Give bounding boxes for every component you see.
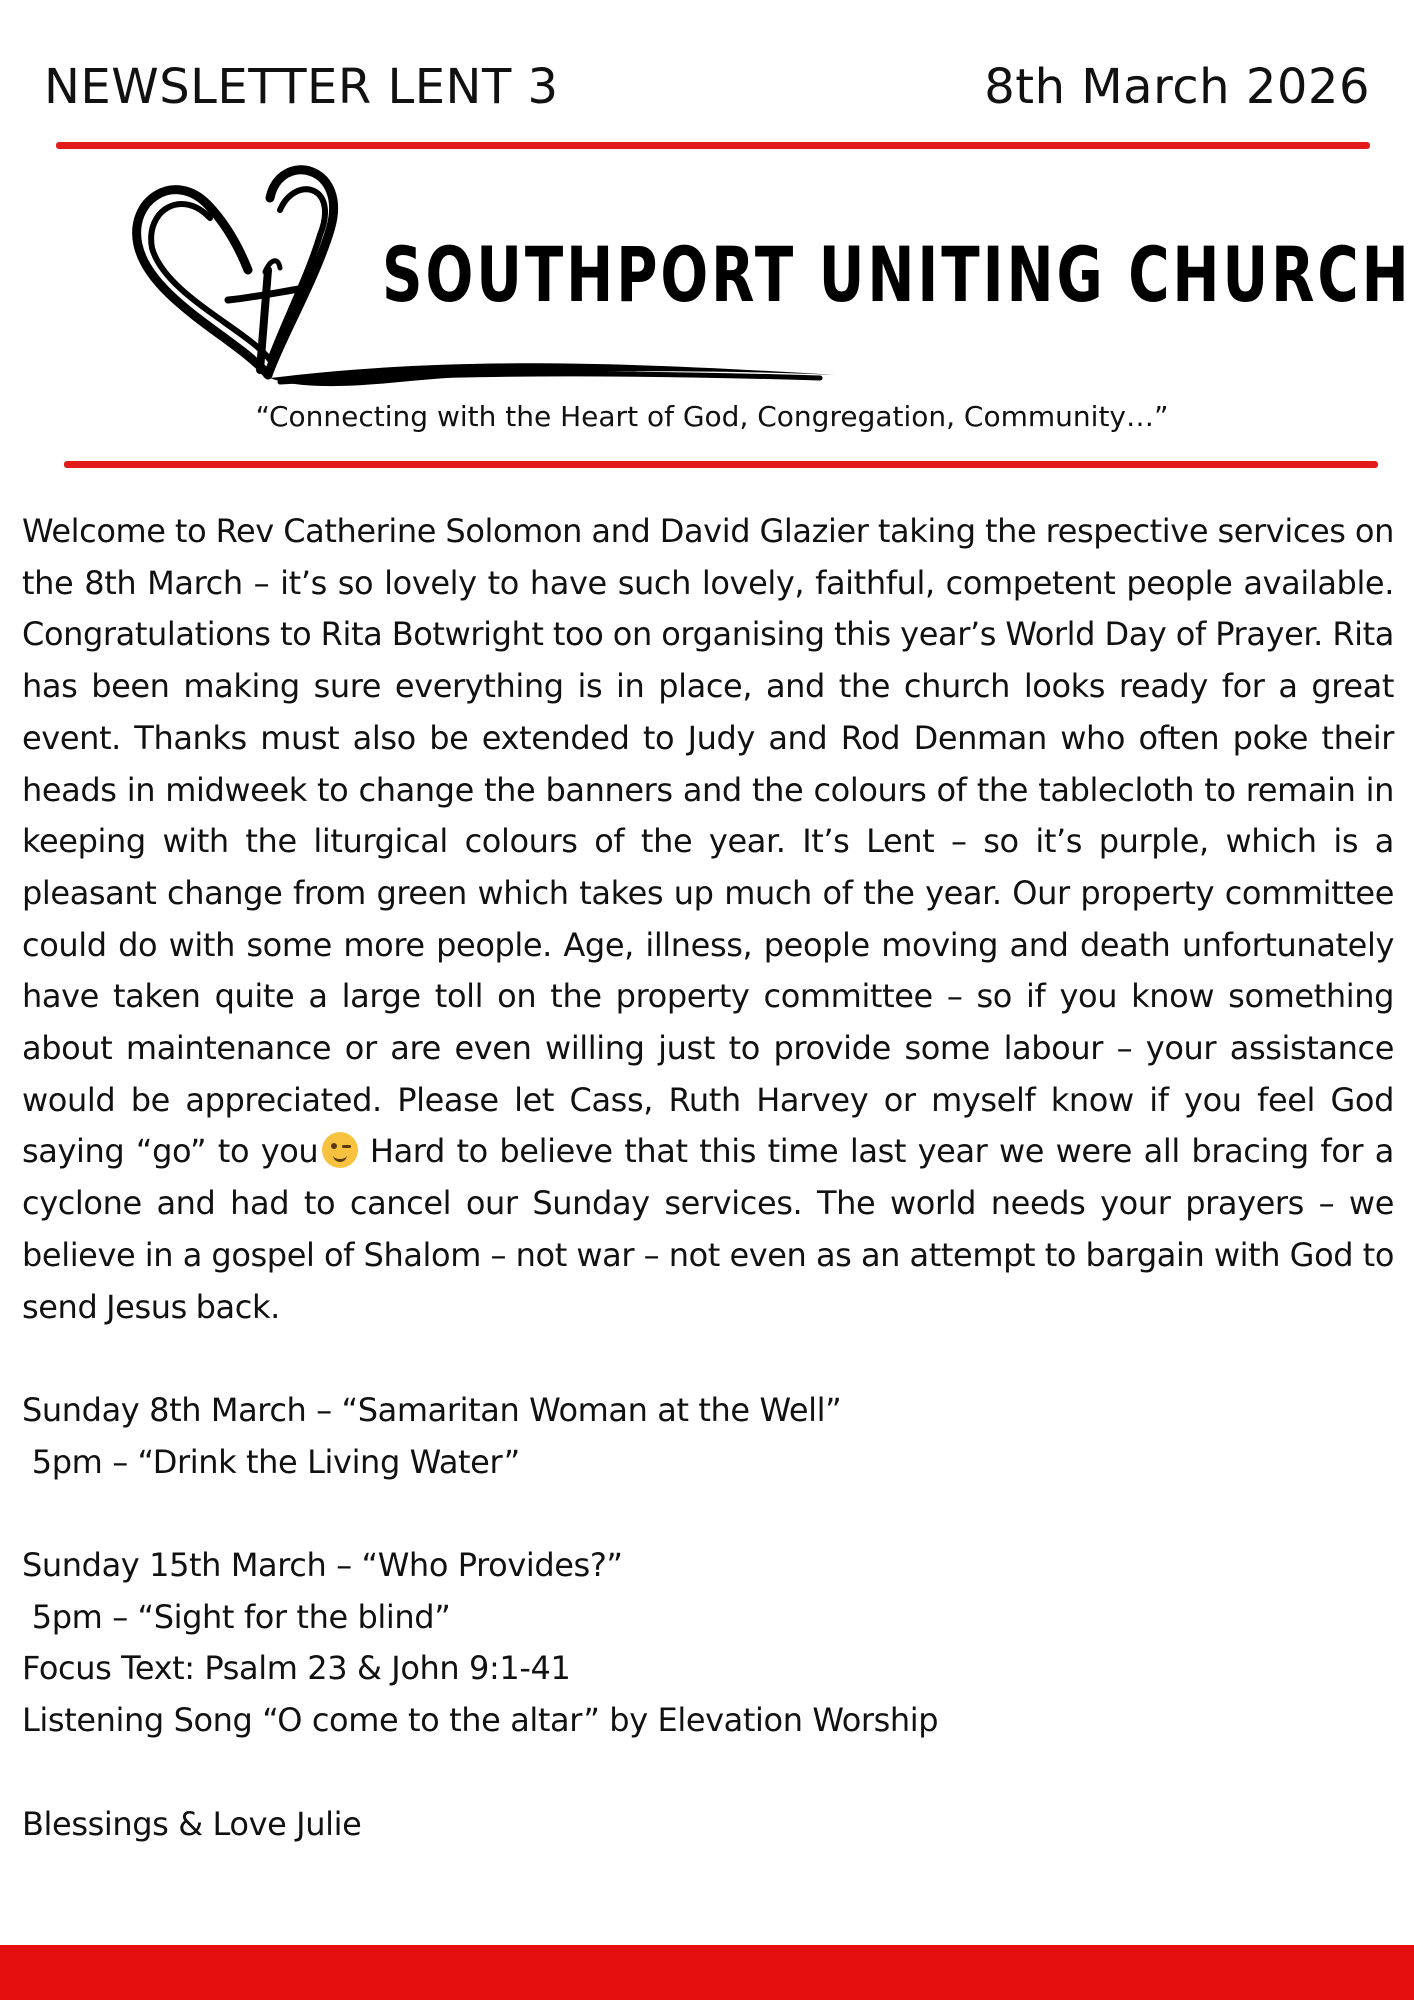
welcome-text-continued: Hard to believe that this time last year we were all bracing for a cyclone and had to cancel our Sunday services. The world needs your prayers – we believe in a gospel of Shalom – not war – not even as an attempt to bargain with God to send Jesus back.: [22, 1132, 1394, 1326]
winking-face-icon: [322, 1132, 358, 1168]
newsletter-date: 8th March 2026: [984, 59, 1370, 115]
welcome-paragraph: [22, 506, 1394, 1333]
spacer: [22, 1488, 1394, 1540]
footer-bar: [0, 1945, 1414, 2000]
service-2-focus-text: Focus Text: Psalm 23 & John 9:1-41: [22, 1649, 571, 1688]
newsletter-header: [44, 52, 1370, 122]
service-1-evening: 5pm – “Drink the Living Water”: [22, 1442, 520, 1481]
top-divider: [56, 142, 1370, 149]
service-2-evening: 5pm – “Sight for the blind”: [22, 1597, 451, 1636]
church-name: SOUTHPORT UNITING CHURCH: [382, 230, 1412, 319]
bottom-divider: [64, 461, 1378, 468]
church-tagline: “Connecting with the Heart of God, Congregation, Community…”: [255, 400, 1169, 433]
newsletter-body: [22, 506, 1394, 1850]
signoff: Blessings & Love Julie: [22, 1804, 362, 1843]
spacer: [22, 1333, 1394, 1385]
welcome-text: Welcome to Rev Catherine Solomon and David Glazier taking the respective services on the 8th March – it’s so lovely to have such lovely, faithful, competent people available. Congratulations to Rita Botwright too on organising this year’s World Day of Prayer. Rita has been making sure everything is in place, and the church looks ready for a great event. Thanks must also be extended to Judy and Rod Denman who often poke their heads in midweek to change the banners and the colours of the tablecloth to remain in keeping with the liturgical colours of the year. It’s Lent – so it’s purple, which is a pleasant change from green which takes up much of the year. Our property committee could do with some more people. Age, illness, people moving and death unfortunately have taken quite a large toll on the property committee – so if you know something about maintenance or are even willing just to provide some labour – your assistance would be appreciated. Please let Cass, Ruth Harvey or myself know if you feel God saying “go” to you: [22, 512, 1394, 1171]
church-logo: [120, 160, 1412, 400]
service-1-heading: Sunday 8th March – “Samaritan Woman at the Well”: [22, 1390, 842, 1429]
service-2-listening-song: Listening Song “O come to the altar” by Elevation Worship: [22, 1701, 939, 1740]
newsletter-title: NEWSLETTER LENT 3: [44, 59, 559, 115]
service-2-heading: Sunday 15th March – “Who Provides?”: [22, 1546, 623, 1585]
spacer: [22, 1747, 1394, 1799]
